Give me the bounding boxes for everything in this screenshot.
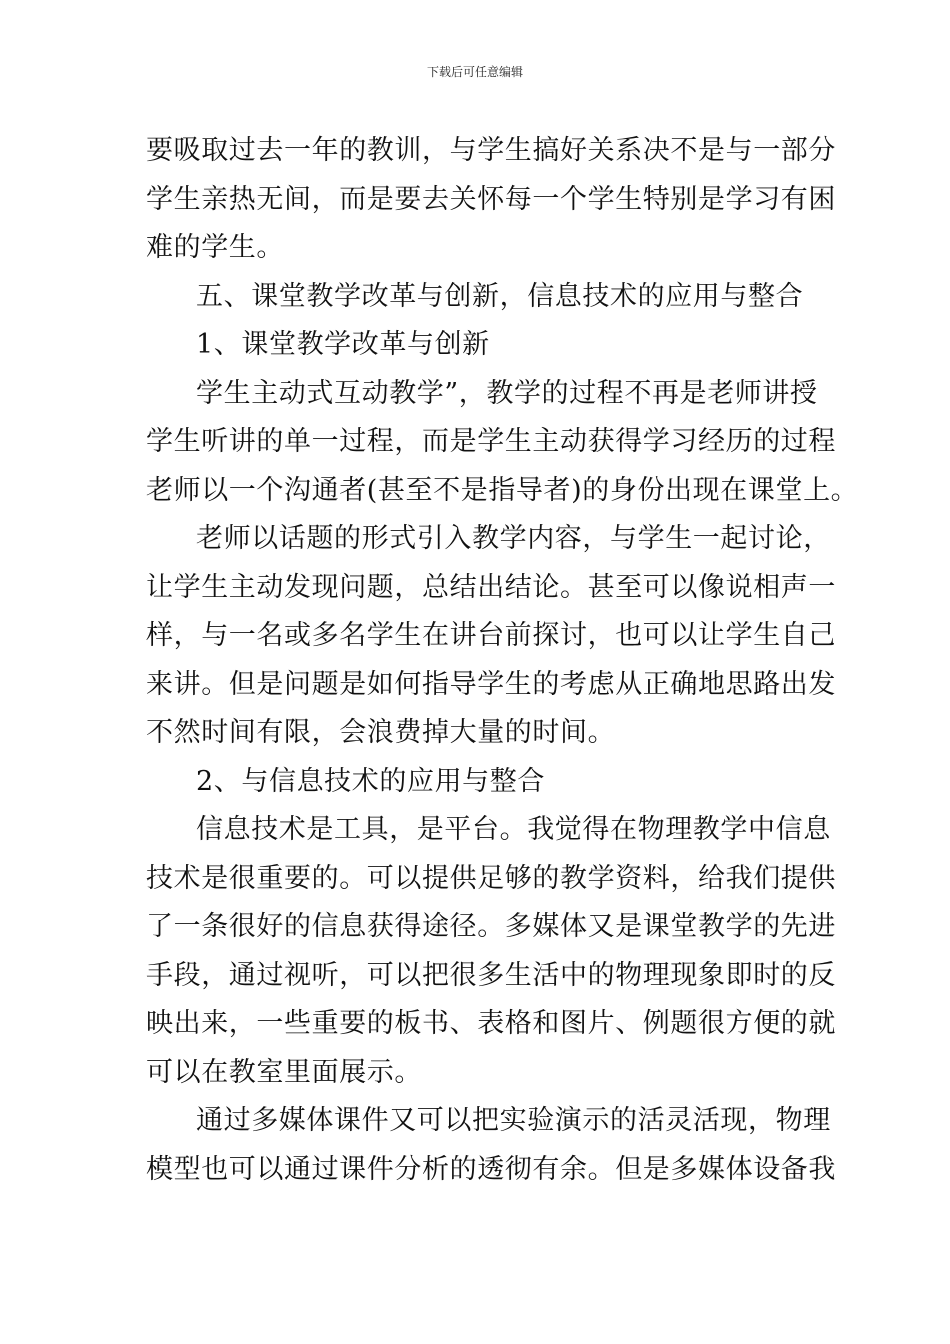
text-line: 技术是很重要的。可以提供足够的教学资料，给我们提供 xyxy=(146,862,836,894)
text-line: 老师以话题的形式引入教学内容，与学生一起讨论， xyxy=(196,523,831,554)
text-line: 手段，通过视听，可以把很多生活中的物理现象即时的反 xyxy=(146,959,836,991)
text-line: 信息技术是工具，是平台。我觉得在物理教学中信息 xyxy=(196,814,831,845)
page-header: 下载后可任意编辑 xyxy=(426,65,523,79)
text-line: 2、与信息技术的应用与整合 xyxy=(196,765,545,797)
text-line: 映出来，一些重要的板书、表格和图片、例题很方便的就 xyxy=(146,1008,836,1039)
text-line: 来讲。但是问题是如何指导学生的考虑从正确地思路出发 xyxy=(146,668,836,700)
text-line: 了一条很好的信息获得途径。多媒体又是课堂教学的先进 xyxy=(146,911,836,942)
text-line: 学生主动式互动教学”，教学的过程不再是老师讲授 xyxy=(196,377,818,409)
text-line: 学生亲热无间，而是要去关怀每一个学生特别是学习有困 xyxy=(146,183,836,215)
text-line: 五、课堂教学改革与创新，信息技术的应用与整合 xyxy=(196,280,804,312)
text-line: 要吸取过去一年的教训，与学生搞好关系决不是与一部分 xyxy=(146,135,836,166)
text-line: 模型也可以通过课件分析的透彻有余。但是多媒体设备我 xyxy=(146,1153,836,1185)
text-line: 难的学生。 xyxy=(146,232,284,263)
text-line: 老师以一个沟通者(甚至不是指导者)的身份出现在课堂上。 xyxy=(146,474,859,506)
document-body xyxy=(146,127,859,1194)
text-line: 1、课堂教学改革与创新 xyxy=(196,329,490,360)
text-line: 让学生主动发现问题，总结出结论。甚至可以像说相声一 xyxy=(146,571,836,603)
text-line: 学生听讲的单一过程，而是学生主动获得学习经历的过程 xyxy=(146,426,836,457)
text-line: 不然时间有限，会浪费掉大量的时间。 xyxy=(146,717,616,748)
text-line: 样，与一名或多名学生在讲台前探讨，也可以让学生自己 xyxy=(146,620,836,651)
text-line: 通过多媒体课件又可以把实验演示的活灵活现，物理 xyxy=(196,1105,831,1136)
text-line: 可以在教室里面展示。 xyxy=(146,1056,422,1088)
